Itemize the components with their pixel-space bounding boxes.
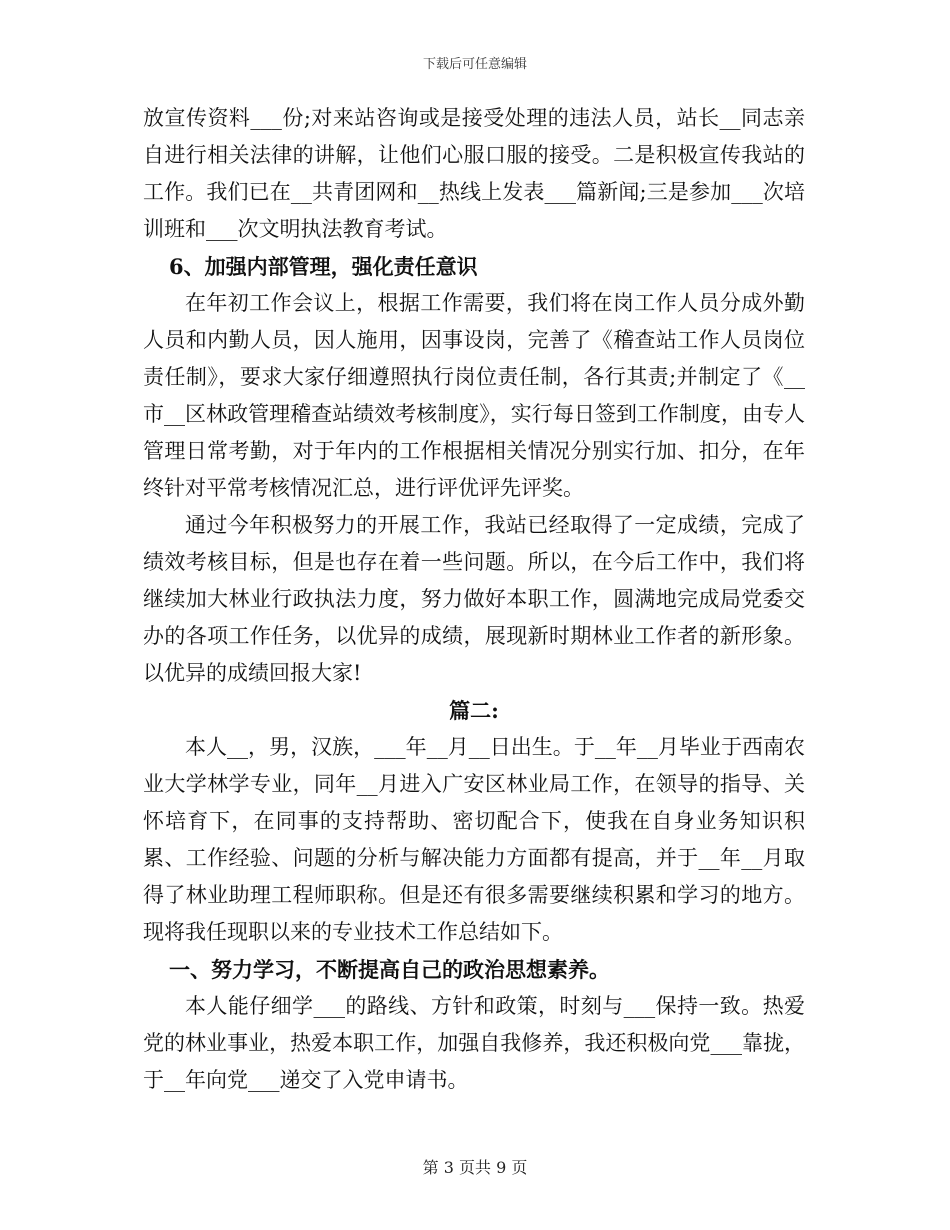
paragraph-internal-management: 在年初工作会议上，根据工作需要，我们将在岗工作人员分成外勤人员和内勤人员，因人施用，因事设岗，完善了《稽查站工作人员岗位责任制》，要求大家仔细遵照执行岗位责任制，各行其责;并制定了《__市__区林政管理稽查站绩效考核制度》，实行每日签到工作制度，由专人管理日常考勤，对于年内的工作根据相关情况分别实行加、扣分，在年终针对平常考核情况汇总，进行评优评先评奖。 — [143, 291, 805, 500]
paragraph-summary: 通过今年积极努力的开展工作，我站已经取得了一定成绩，完成了绩效考核目标，但是也存在着一些问题。所以，在今后工作中，我们将继续加大林业行政执法力度，努力做好本职工作，圆满地完成局党委交办的各项工作任务，以优异的成绩，展现新时期林业工作者的新形象。以优异的成绩回报大家! — [143, 513, 805, 685]
paragraph-personal-intro: 本人__，男，汉族，___年__月__日出生。于__年__月毕业于西南农业大学林学专业，同年__月进入广安区林业局工作，在领导的指导、关怀培育下，在同事的支持帮助、密切配合下，使我在自身业务知识积累、工作经验、问题的分析与解决能力方面都有提高，并于__年__月取得了林业助理工程师职称。但是还有很多需要继续积累和学习的地方。现将我任现职以来的专业技术工作总结如下。 — [143, 735, 805, 944]
paragraph-political-study: 本人能仔细学___的路线、方针和政策，时刻与___保持一致。热爱党的林业事业，热爱本职工作，加强自我修养，我还积极向党___靠拢，于__年向党___递交了入党申请书。 — [143, 994, 805, 1092]
page-footer: 第 3 页共 9 页 — [422, 1158, 528, 1177]
page-header: 下载后可任意编辑 — [422, 57, 527, 72]
paragraph-continued: 放宣传资料___份;对来站咨询或是接受处理的违法人员，站长__同志亲自进行相关法律的讲解，让他们心服口服的接受。二是积极宣传我站的工作。我们已在__共青团网和__热线上发表___篇新闻;三是参加___次培训班和___次文明执法教育考试。 — [143, 106, 805, 241]
section-heading-1: 一、努力学习，不断提高自己的政治思想素养。 — [169, 957, 610, 982]
part-two-heading: 篇二: — [449, 698, 499, 723]
section-heading-6: 6、加强内部管理，强化责任意识 — [169, 254, 478, 279]
document-body — [143, 100, 805, 1099]
